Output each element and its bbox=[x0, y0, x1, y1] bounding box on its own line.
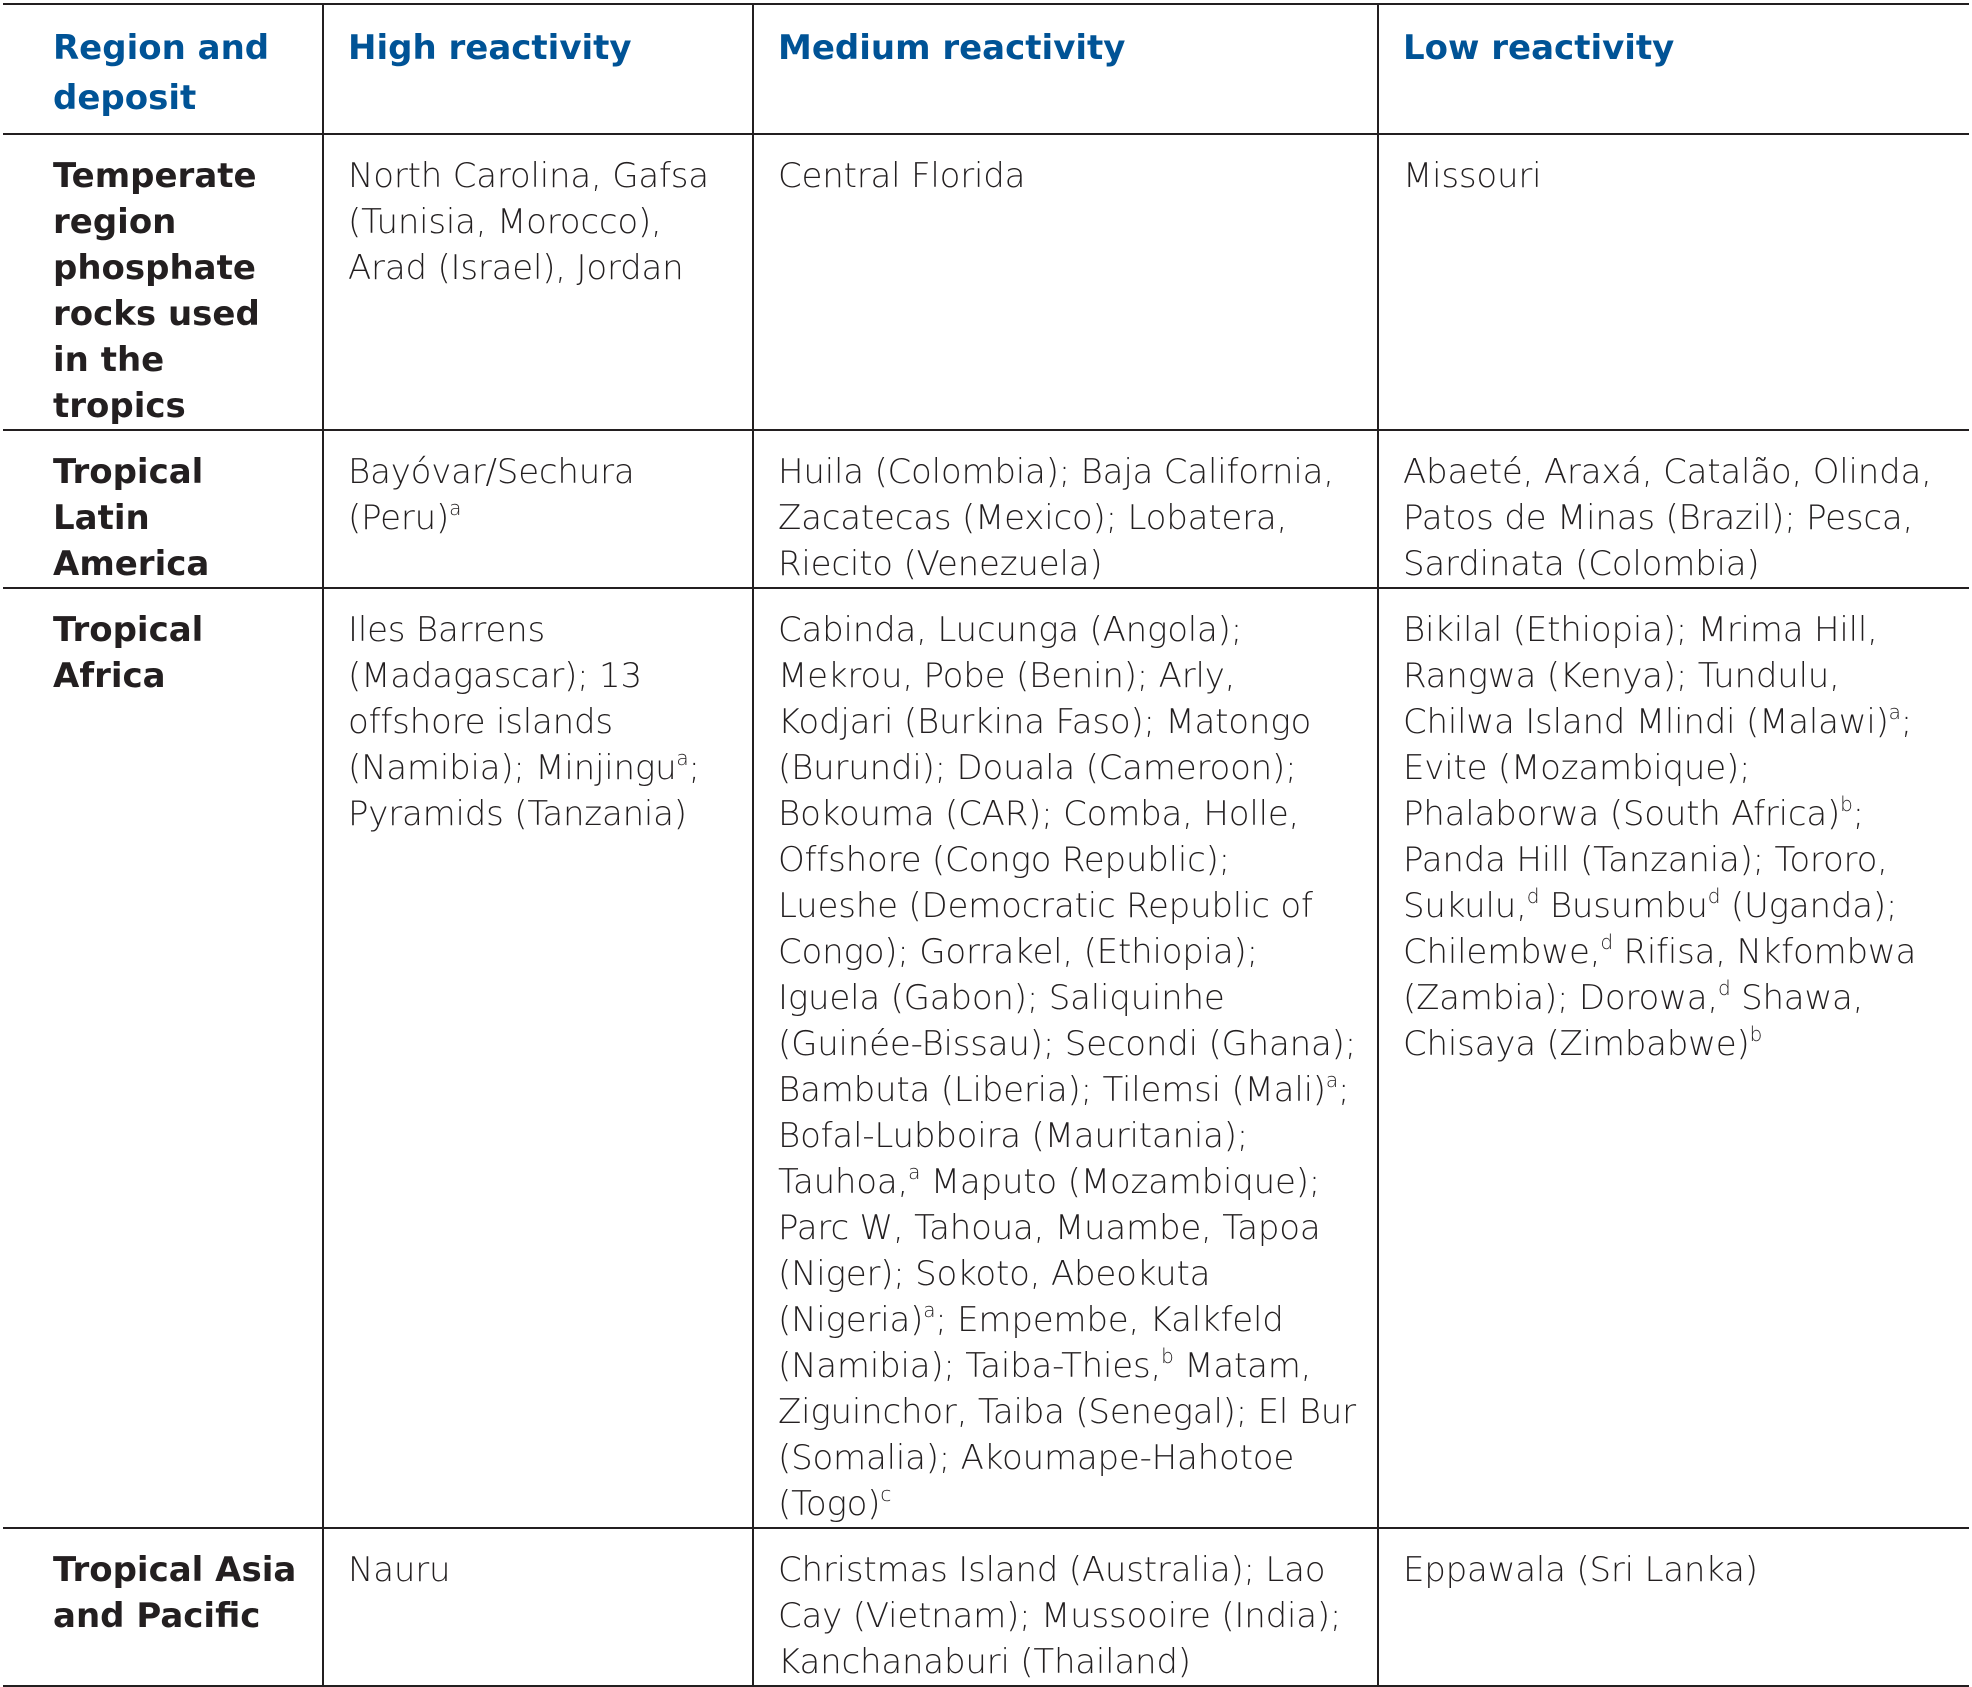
medium-cell bbox=[753, 134, 1378, 430]
footnote-marker: d bbox=[1526, 884, 1540, 908]
cell-text: ; Evite (Mozambique); Phalaborwa (South Africa) bbox=[1403, 702, 1912, 834]
high-cell bbox=[323, 1528, 753, 1686]
footnote-marker: a bbox=[1888, 700, 1901, 724]
cell-text: Eppawala (Sri Lanka) bbox=[1403, 1550, 1758, 1590]
region-cell: Temperate region phosphate rocks used in the tropics bbox=[3, 134, 323, 430]
cell-text: Abaeté, Araxá, Catalão, Olinda, Patos de Minas (Brazil); Pesca, Sardinata (Colombia) bbox=[1403, 452, 1932, 584]
cell-text: Central Florida bbox=[778, 156, 1026, 196]
table-row bbox=[3, 134, 1969, 430]
region-cell: Tropical Latin America bbox=[3, 430, 323, 588]
low-cell bbox=[1378, 1528, 1969, 1686]
cell-text: Bayóvar/Sechura (Peru) bbox=[348, 452, 635, 538]
table-row bbox=[3, 1528, 1969, 1686]
cell-text: (Uganda); Chilembwe, bbox=[1403, 886, 1898, 972]
header-low: Low reactivity bbox=[1378, 4, 1969, 134]
cell-text: ; Bofal-Lubboira (Mauritania); Tauhoa, bbox=[778, 1070, 1350, 1202]
footnote-marker: a bbox=[1325, 1068, 1338, 1092]
cell-text: Cabinda, Lucunga (Angola); Mekrou, Pobe (Benin); Arly, Kodjari (Burkina Faso); Matongo (Burundi); Douala (Cameroon); Bokouma (CAR); Comba, Holle, Offshore (Congo Republic); Lueshe (Democratic Republic of Congo); Gorrakel, (Ethiopia); Iguela (Gabon); Saliquinhe (Guinée-Bissau); Secondi (Ghana); Bambuta (Liberia); Tilemsi (Mali) bbox=[778, 610, 1356, 1110]
cell-text: ; Panda Hill (Tanzania); Tororo, Sukulu, bbox=[1403, 794, 1888, 926]
cell-text: Huila (Colombia); Baja California, Zacatecas (Mexico); Lobatera, Riecito (Venezuela) bbox=[778, 452, 1334, 584]
footnote-marker: d bbox=[1717, 976, 1731, 1000]
cell-text: Bikilal (Ethiopia); Mrima Hill, Rangwa (Kenya); Tundulu, Chilwa Island Mlindi (Malawi) bbox=[1403, 610, 1889, 742]
footnote-marker: b bbox=[1161, 1344, 1174, 1368]
cell-text: North Carolina, Gafsa (Tunisia, Morocco), Arad (Israel), Jordan bbox=[348, 156, 709, 288]
region-cell: Tropical Asia and Pacific bbox=[3, 1528, 323, 1686]
cell-text: Christmas Island (Australia); Lao Cay (Vietnam); Mussooire (India); Kanchanaburi (Thailand) bbox=[778, 1550, 1342, 1682]
footnote-marker: c bbox=[880, 1482, 892, 1506]
footnote-marker: b bbox=[1840, 792, 1853, 816]
high-cell bbox=[323, 430, 753, 588]
medium-cell bbox=[753, 430, 1378, 588]
cell-text: Rifisa, Nkfombwa (Zambia); Dorowa, bbox=[1403, 932, 1917, 1018]
cell-text: Missouri bbox=[1403, 156, 1542, 196]
footnote-marker: d bbox=[1600, 930, 1613, 954]
low-cell bbox=[1378, 430, 1969, 588]
footnote-marker: b bbox=[1749, 1022, 1763, 1046]
footnote-marker: a bbox=[908, 1160, 921, 1184]
table-row bbox=[3, 588, 1969, 1528]
footnote-marker: d bbox=[1707, 884, 1721, 908]
cell-text: Maputo (Mozambique); Parc W, Tahoua, Muambe, Tapoa (Niger); Sokoto, Abeokuta (Nigeria) bbox=[778, 1162, 1321, 1340]
low-cell bbox=[1378, 134, 1969, 430]
cell-text: Iles Barrens (Madagascar); 13 offshore islands (Namibia); Minjingu bbox=[348, 610, 677, 788]
table-row bbox=[3, 430, 1969, 588]
region-cell: Tropical Africa bbox=[3, 588, 323, 1528]
high-cell bbox=[323, 588, 753, 1528]
header-region: Region and deposit bbox=[3, 4, 323, 134]
medium-cell bbox=[753, 588, 1378, 1528]
cell-text: Busumbu bbox=[1539, 886, 1708, 926]
header-high: High reactivity bbox=[323, 4, 753, 134]
cell-text: ; Pyramids (Tanzania) bbox=[348, 748, 700, 834]
cell-text: Nauru bbox=[348, 1550, 451, 1590]
footnote-marker: a bbox=[676, 746, 689, 770]
cell-text: Matam, Ziguinchor, Taiba (Senegal); El Bur (Somalia); Akoumape-Hahotoe (Togo) bbox=[778, 1346, 1356, 1524]
header-medium: Medium reactivity bbox=[753, 4, 1378, 134]
footnote-marker: a bbox=[449, 496, 462, 520]
footnote-marker: a bbox=[923, 1298, 936, 1322]
cell-text: Shawa, Chisaya (Zimbabwe) bbox=[1403, 978, 1864, 1064]
medium-cell bbox=[753, 1528, 1378, 1686]
high-cell bbox=[323, 134, 753, 430]
header-row bbox=[3, 4, 1969, 134]
cell-text: ; Empembe, Kalkfeld (Namibia); Taiba-Thies, bbox=[778, 1300, 1284, 1386]
low-cell bbox=[1378, 588, 1969, 1528]
reactivity-table bbox=[3, 3, 1969, 1687]
